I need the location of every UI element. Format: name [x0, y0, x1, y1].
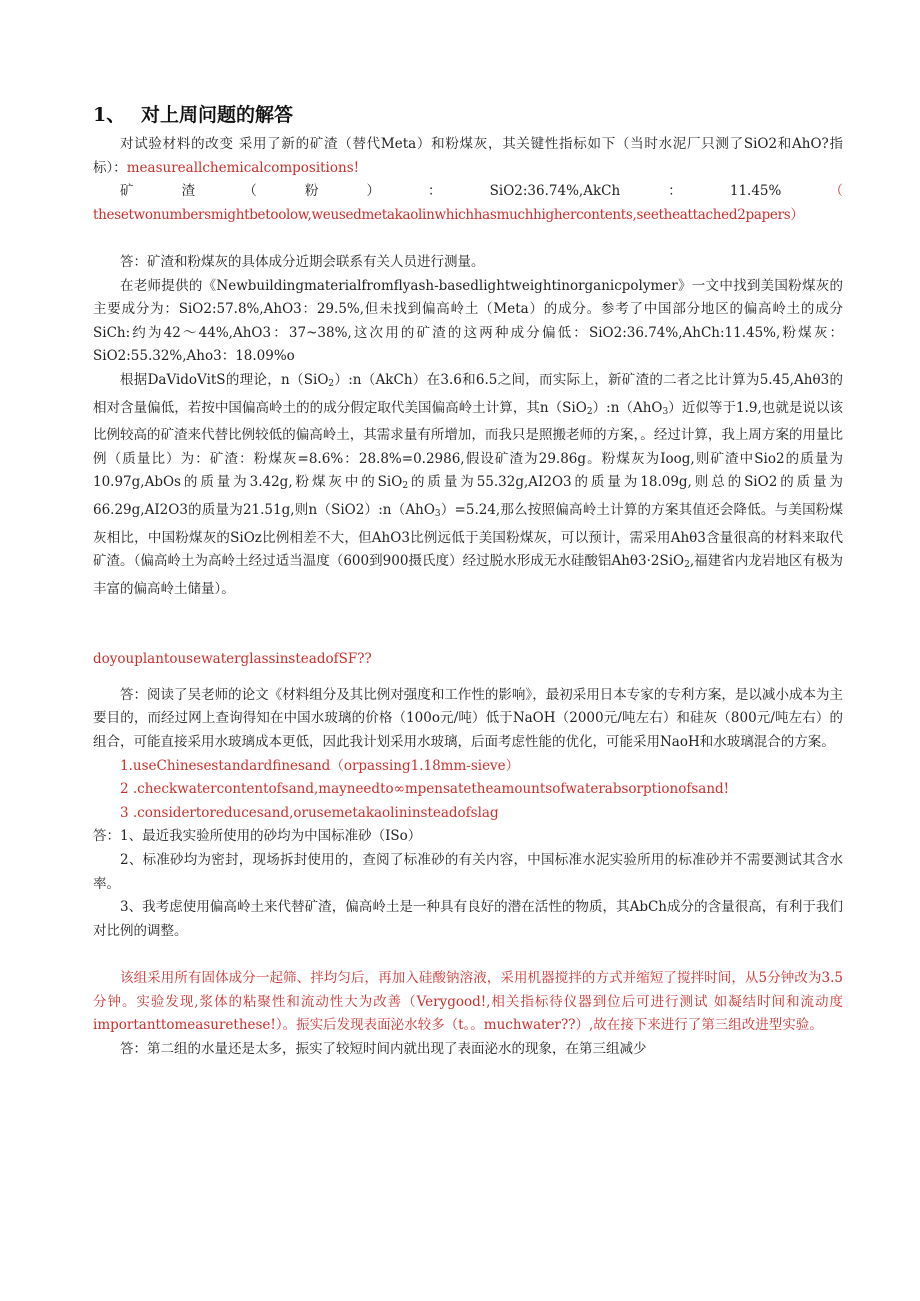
reviewer-comment-measure: measureallchemicalcompositions! [126, 159, 360, 176]
flyash-composition-paragraph: 在老师提供的《Newbuildingmaterialfromflyash-basedlightweightinorganicpolymer》一文中找到美国粉煤灰的主要成分为：SiO2:57.8%,AhO3：29.5%,但未找到偏高岭土（Meta）的成分。参考了中国部分地区的偏高岭土的成分SiCh:约为42～44%,AhO3：37~38%,这次用的矿渣的这两种成分偏低：SiO2:36.74%,AhCh:11.45%,粉煤灰：SiO2:55.32%,Aho3：18.09%o [93, 277, 843, 365]
material-change-text: 对试验材料的改变 采用了新的矿渣（替代Meta）和粉煤灰，其关键性指标如下（当时水泥厂只测了SiO2和AhO?指标）： [93, 136, 843, 176]
material-change-paragraph [93, 133, 843, 180]
slag-composition-line [93, 180, 843, 204]
slag-line-part: 矿 [120, 183, 134, 200]
reviewer-comment-low-numbers: thesetwonumbersmightbetoolow,weusedmetakaolinwhichhasmuchhighercontents,seetheattached2papers） [93, 206, 804, 223]
slag-line-part: （ [243, 183, 257, 200]
slag-line-part: 渣 [181, 183, 196, 200]
document-body [93, 133, 843, 1061]
answer-item-3: 3、我考虑使用偏高岭土来代替矿渣，偏高岭土是一种具有良好的潜在活性的物质，其AbCh成分的含量很高，有利于我们对比例的调整。 [93, 899, 843, 939]
slag-line-part: SiO2:36.74%,AkCh [489, 183, 621, 200]
reviewer-item-1: 1.useChinesestandardfinesand（orpassing1.18mm-sieve） [120, 757, 520, 774]
second-group-experiment-paragraph: 该组采用所有固体成分一起筛、拌均匀后，再加入硅酸钠溶液，采用机器搅拌的方式并缩短了搅拌时间，从5分钟改为3.5分钟。实验发现,浆体的粘聚性和流动性大为改善（Verygood!,相关指标待仪器到位后可进行测试 如凝结时间和流动度 importanttomeasurethese!）。振实后发现表面泌水较多（t。。muchwater??）,故在接下来进行了第三组改进型实验。 [93, 970, 843, 1034]
slag-line-part: （ [829, 183, 843, 200]
answer-item-1: 答：1、最近我实验所使用的砂均为中国标准砂（ISo） [93, 828, 422, 845]
slag-line-part: ： [428, 183, 442, 200]
section-heading [93, 100, 293, 127]
davidovits-theory-paragraph: 根据DaVidoVitS的理论，n（SiO$_2$）:n（AkCh）在3.6和6.5之间，而实际上，新矿渣的二者之比计算为5.45,Ahθ3的相对含量偏低，若按中国偏高岭土的的成分假定取代美国偏高岭土计算，其n（SiO$_2$）:n（AhO$_3$）近似等于1.9,也就是说以该比例较高的矿渣来代替比例较低的偏高岭土，其需求量有所增加，而我只是照搬老师的方案，。经过计算，我上周方案的用量比例（质量比）为：矿渣：粉煤灰=8.6%：28.8%=0.2986,假设矿渣为29.86g。粉煤灰为Ioog,则矿渣中Sio2的质量为10.97g,AbOs的质量为3.42g,粉煤灰中的SiO$_2$的质量为55.32g,AI2O3的质量为18.09g,则总的SiO2的质量为66.29g,AI2O3的质量为21.51g,则n（SiO2）:n（AhO$_3$）=5.24,那么按照偏高岭土计算的方案其值还会降低。与美国粉煤灰相比，中国粉煤灰的SiOz比例相差不大，但AhO3比例远低于美国粉煤灰，可以预计，需采用Ahθ3含量很高的材料来取代矿渣。（偏高岭土为高岭土经过适当温度（600到900摄氏度）经过脱水形成无水硅酸铝Ahθ3·2SiO$_2$,福建省内龙岩地区有极为丰富的偏高岭土储量）。 [93, 371, 844, 597]
slag-line-part: ） [366, 183, 380, 200]
reviewer-item-2: 2 .checkwatercontentofsand,mayneedto∞mpensatetheamountsofwaterabsorptionofsand! [120, 781, 730, 798]
reviewer-item-3: 3 .considertoreducesand,orusemetakaolininsteadofslag [120, 804, 499, 821]
answer-second-group: 答：第二组的水量还是太多，振实了较短时间内就出现了表面泌水的现象，在第三组减少 [120, 1040, 647, 1057]
answer-waterglass: 答：阅读了吴老师的论文《材料组分及其比例对强度和工作性的影响》，最初采用日本专家的专利方案，是以减小成本为主要目的，而经过网上查询得知在中国水玻璃的价格（100o元/吨）低于NaOH（2000元/吨左右）和硅灰（800元/吨左右）的组合，可能直接采用水玻璃成本更低，因此我计划采用水玻璃，后面考虑性能的优化，可能采用NaoH和水玻璃混合的方案。 [93, 686, 843, 751]
answer-measurement: 答：矿渣和粉煤灰的具体成分近期会联系有关人员进行测量。 [120, 253, 485, 270]
reviewer-question-waterglass: doyouplantousewaterglassinsteadofSF?? [93, 651, 372, 668]
slag-line-part: ： [668, 183, 682, 200]
answer-item-2: 2、标准砂均为密封，现场拆封使用的，查阅了标准砂的有关内容，中国标准水泥实验所用的标准砂并不需要测试其含水率。 [93, 852, 843, 892]
slag-line-part: 粉 [304, 183, 319, 200]
slag-line-part: 11.45% [729, 183, 782, 200]
heading-number: 1、 [93, 104, 126, 126]
heading-title: 对上周问题的解答 [141, 104, 294, 126]
